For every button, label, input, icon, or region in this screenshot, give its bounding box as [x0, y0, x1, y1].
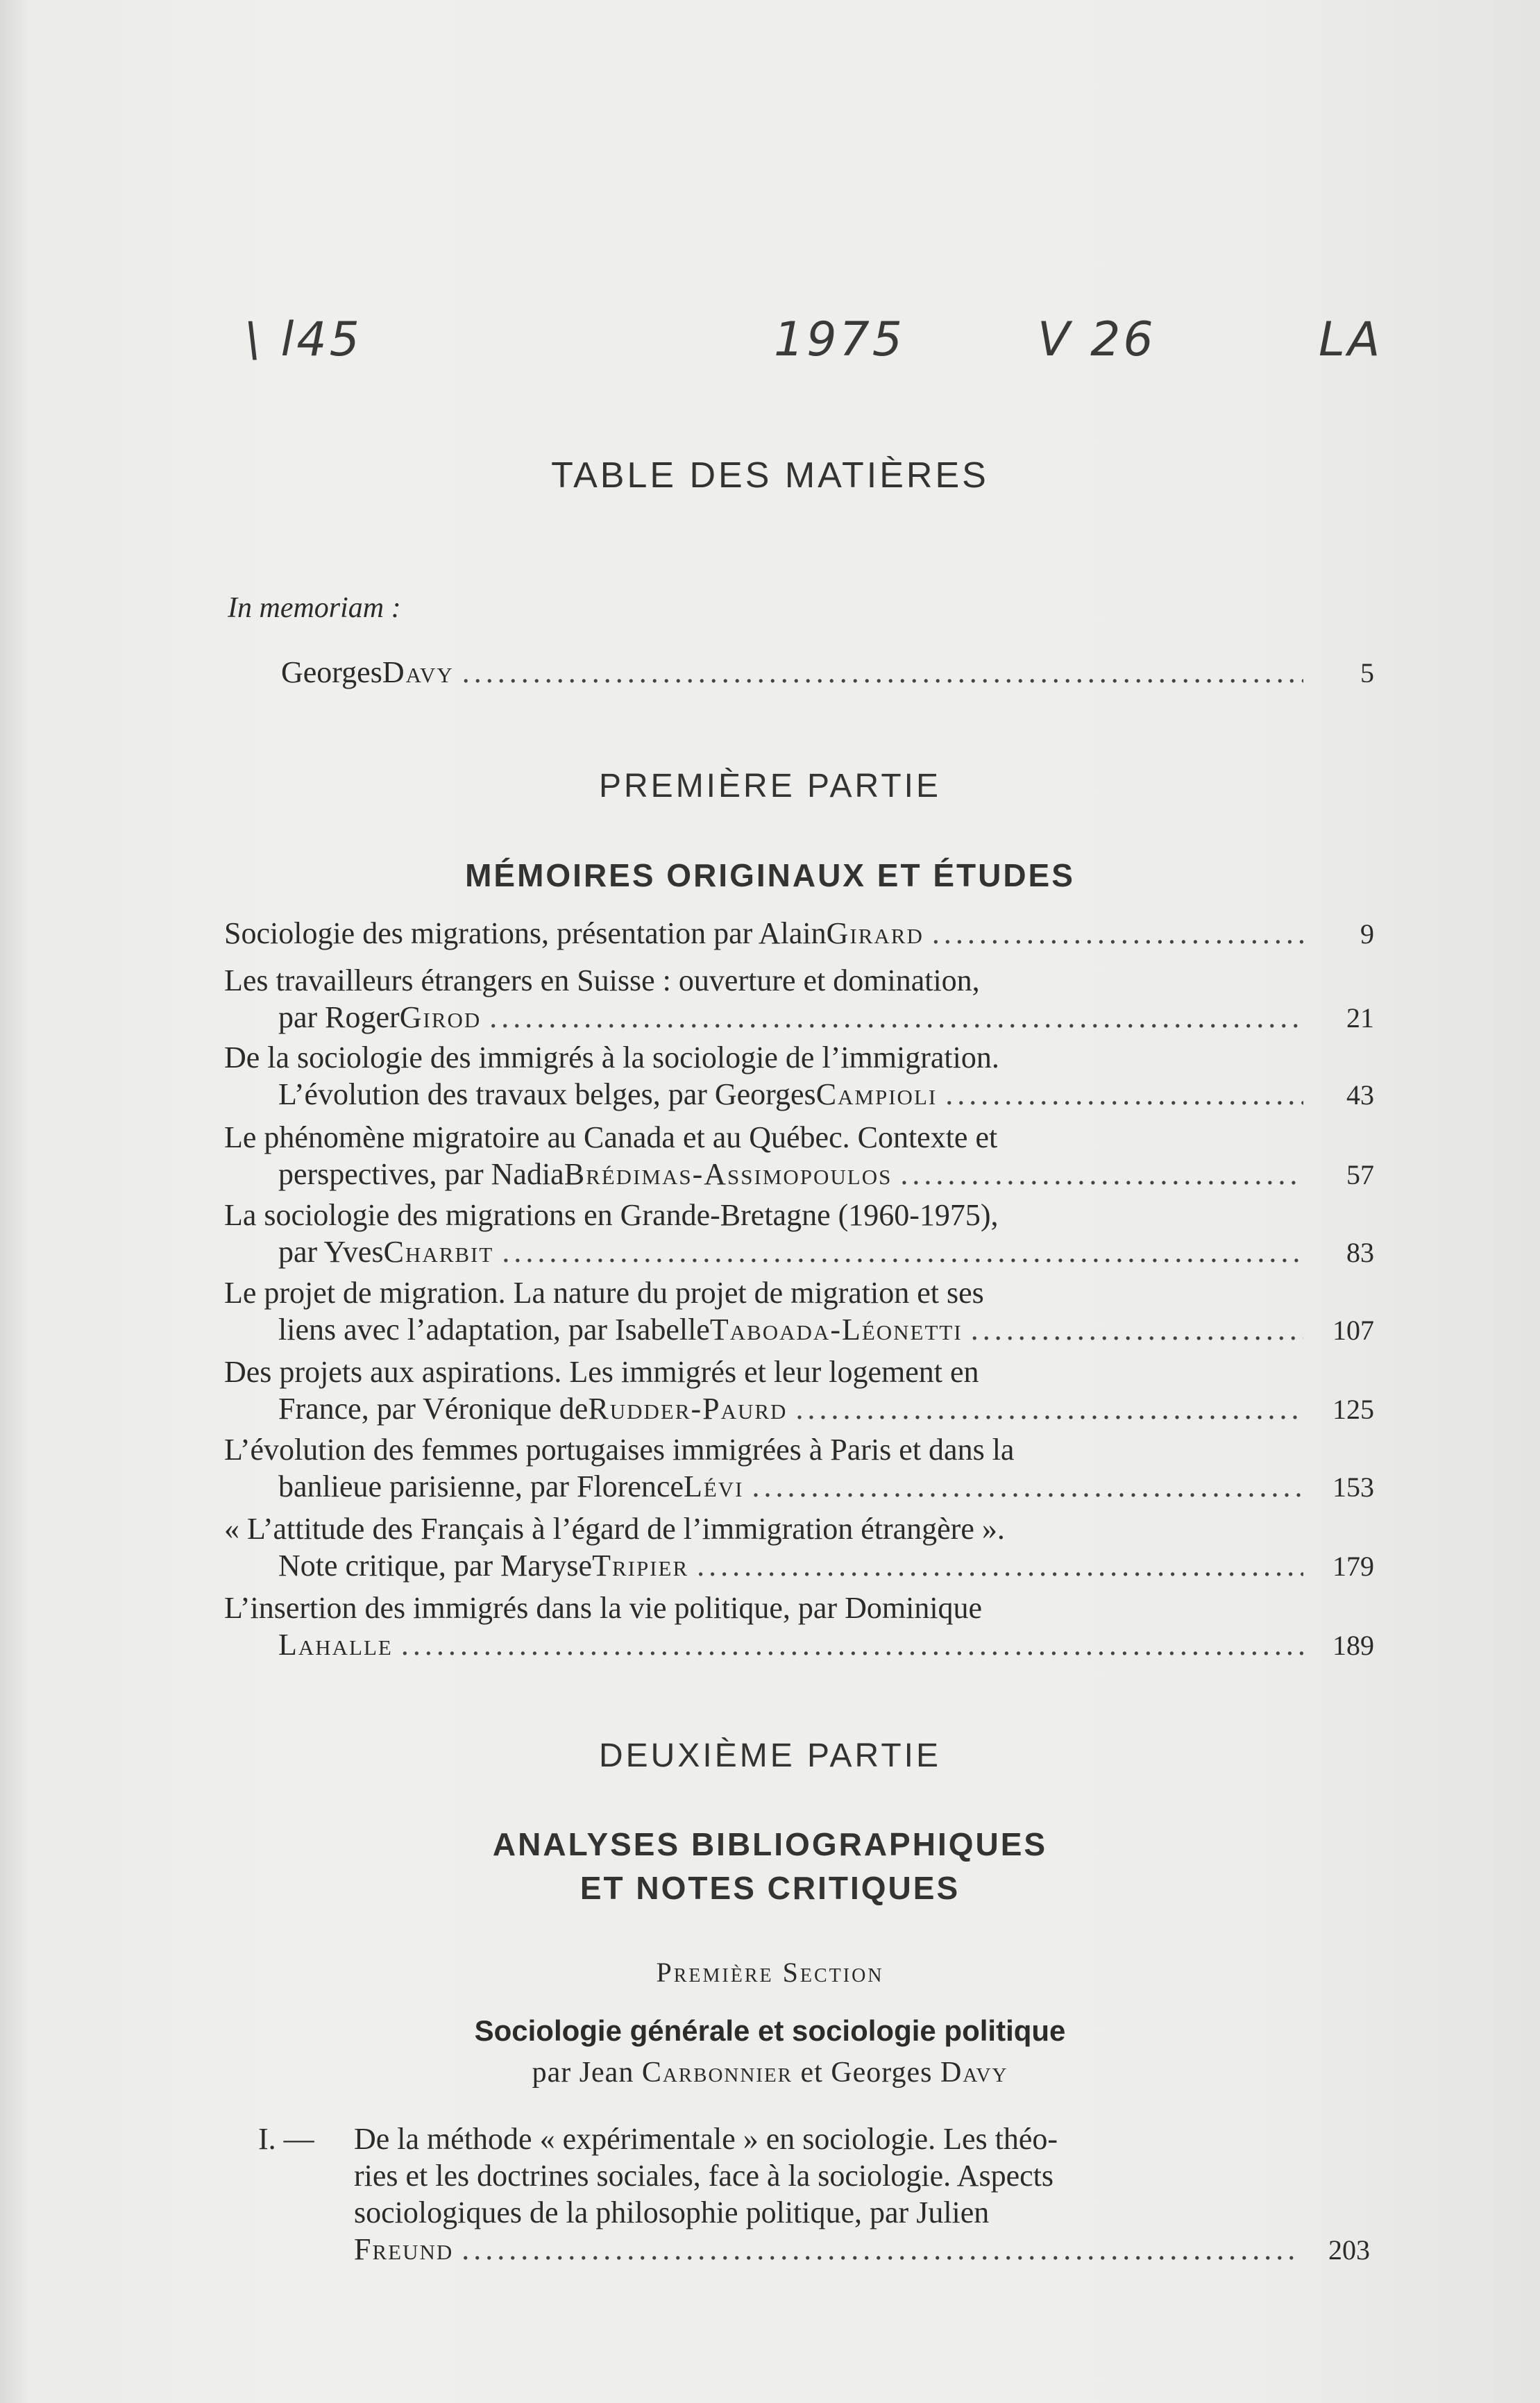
- author-name: Carbonnier: [641, 2057, 793, 2089]
- toc-entry: [224, 1197, 1374, 1271]
- entry-text: sociologiques de la philosophie politique, par Julien: [354, 2195, 990, 2229]
- dot-leader: [945, 1076, 1303, 1113]
- entry-author: Taboada-Léonetti: [709, 1313, 963, 1347]
- handwritten-note-2: 1975: [774, 312, 906, 367]
- toc-entry: [224, 962, 1374, 1036]
- entry-text: De la méthode « expérimentale » en sociologie. Les théo-: [354, 2122, 1058, 2156]
- dot-leader: [462, 654, 1303, 691]
- entry-author: Girard: [826, 916, 924, 950]
- entry-author: Lévi: [683, 1469, 744, 1503]
- entry-author: Brédimas-Assimopoulos: [564, 1157, 892, 1191]
- entry-text: banlieue parisienne, par Florence: [278, 1469, 684, 1503]
- toc-entry: [224, 1119, 1374, 1193]
- memoriam-entry: [281, 654, 1374, 691]
- toc-entry: [224, 1039, 1374, 1113]
- entry-text: Les travailleurs étrangers en Suisse : ouverture et domination,: [224, 963, 980, 997]
- authors-text: par Jean: [532, 2057, 642, 2089]
- section-authors: [0, 2056, 1540, 2089]
- entry-text: Le phénomène migratoire au Canada et au Québec. Contexte et: [224, 1120, 998, 1154]
- author-name: Davy: [940, 2057, 1008, 2089]
- entry-author: Campioli: [815, 1077, 938, 1111]
- dot-leader: [971, 1311, 1303, 1348]
- entry-author: Rudder-Paurd: [588, 1392, 788, 1426]
- page-number: 203: [1328, 2234, 1370, 2266]
- entry-text: Des projets aux aspirations. Les immigrés et leur logement en: [224, 1355, 979, 1389]
- toc-entry: [224, 1274, 1374, 1349]
- section-title: Sociologie générale et sociologie politique: [474, 2014, 1066, 2047]
- toc-entry: [224, 1354, 1374, 1428]
- entry-text: Sociologie des migrations, présentation par Alain: [224, 916, 827, 950]
- page-number: 189: [1332, 1630, 1374, 1661]
- toc-entry: [224, 1510, 1374, 1585]
- entry-text: par Roger: [278, 1000, 400, 1034]
- entry-author: Girod: [399, 1000, 482, 1034]
- section-heading: Première Section: [656, 1957, 884, 1988]
- entry-author: Charbit: [383, 1235, 494, 1269]
- entry-text: L’évolution des femmes portugaises immigrées à Paris et dans la: [224, 1433, 1015, 1467]
- dot-leader: [697, 1547, 1303, 1584]
- page-number: 21: [1346, 1002, 1374, 1034]
- dot-leader: [932, 915, 1303, 952]
- page-title: TABLE DES MATIÈRES: [551, 455, 989, 496]
- handwritten-note-1: \ l45: [244, 312, 362, 367]
- entry-text: De la sociologie des immigrés à la sociologie de l’immigration.: [224, 1040, 999, 1074]
- dot-leader: [900, 1156, 1303, 1192]
- entry-author: Tripier: [592, 1549, 689, 1583]
- handwritten-note-3: V 26: [1038, 312, 1156, 367]
- part2-subheading-1: ANALYSES BIBLIOGRAPHIQUES: [492, 1826, 1048, 1862]
- memoriam-name-first: Georges: [281, 655, 382, 689]
- memoriam-heading: In memoriam :: [228, 592, 401, 624]
- page-number: 179: [1332, 1551, 1374, 1582]
- entry-text: perspectives, par Nadia: [278, 1157, 564, 1191]
- authors-text: et Georges: [793, 2057, 941, 2089]
- dot-leader: [752, 1468, 1304, 1505]
- page-number: 9: [1360, 918, 1374, 950]
- entry-text: liens avec l’adaptation, par Isabelle: [278, 1313, 710, 1347]
- memoriam-name-last: Davy: [382, 655, 454, 689]
- dot-leader: [489, 999, 1303, 1036]
- entry-text: ries et les doctrines sociales, face à la sociologie. Aspects: [354, 2159, 1054, 2193]
- dot-leader: [795, 1390, 1303, 1427]
- part2-subheading-2: ET NOTES CRITIQUES: [579, 1870, 961, 1906]
- dot-leader: [462, 2231, 1299, 2268]
- page-number: 5: [1360, 657, 1374, 689]
- page-number: 107: [1332, 1315, 1374, 1346]
- dot-leader: [401, 1626, 1303, 1663]
- entry-text: « L’attitude des Français à l’égard de l’immigration étrangère ».: [224, 1512, 1005, 1546]
- toc-entry: [224, 915, 1374, 952]
- part1-subheading: MÉMOIRES ORIGINAUX ET ÉTUDES: [465, 857, 1075, 893]
- entry-text: Note critique, par Maryse: [278, 1549, 593, 1583]
- entry-text: La sociologie des migrations en Grande-Bretagne (1960-1975),: [224, 1198, 999, 1232]
- entry-author: Lahalle: [278, 1628, 393, 1662]
- toc-entry: [224, 1431, 1374, 1506]
- item-number: I. —: [258, 2122, 314, 2156]
- page-number: 125: [1332, 1394, 1374, 1425]
- page-number: 83: [1346, 1237, 1374, 1268]
- part2-heading: DEUXIÈME PARTIE: [599, 1737, 941, 1774]
- entry-author: Freund: [354, 2232, 454, 2266]
- dot-leader: [502, 1233, 1303, 1270]
- page-number: 43: [1346, 1079, 1374, 1111]
- toc-entry: [224, 1590, 1374, 1664]
- entry-text: France, par Véronique de: [278, 1392, 589, 1426]
- page-number: 153: [1332, 1472, 1374, 1503]
- entry-text: Le projet de migration. La nature du projet de migration et ses: [224, 1276, 984, 1310]
- page-number: 57: [1346, 1159, 1374, 1190]
- entry-text: L’évolution des travaux belges, par Georges: [278, 1077, 816, 1111]
- entry-text: L’insertion des immigrés dans la vie politique, par Dominique: [224, 1591, 983, 1625]
- toc-entry-numbered: [258, 2120, 1370, 2268]
- handwritten-note-4: LA: [1319, 312, 1383, 367]
- part1-heading: PREMIÈRE PARTIE: [599, 768, 941, 804]
- entry-text: par Yves: [278, 1235, 384, 1269]
